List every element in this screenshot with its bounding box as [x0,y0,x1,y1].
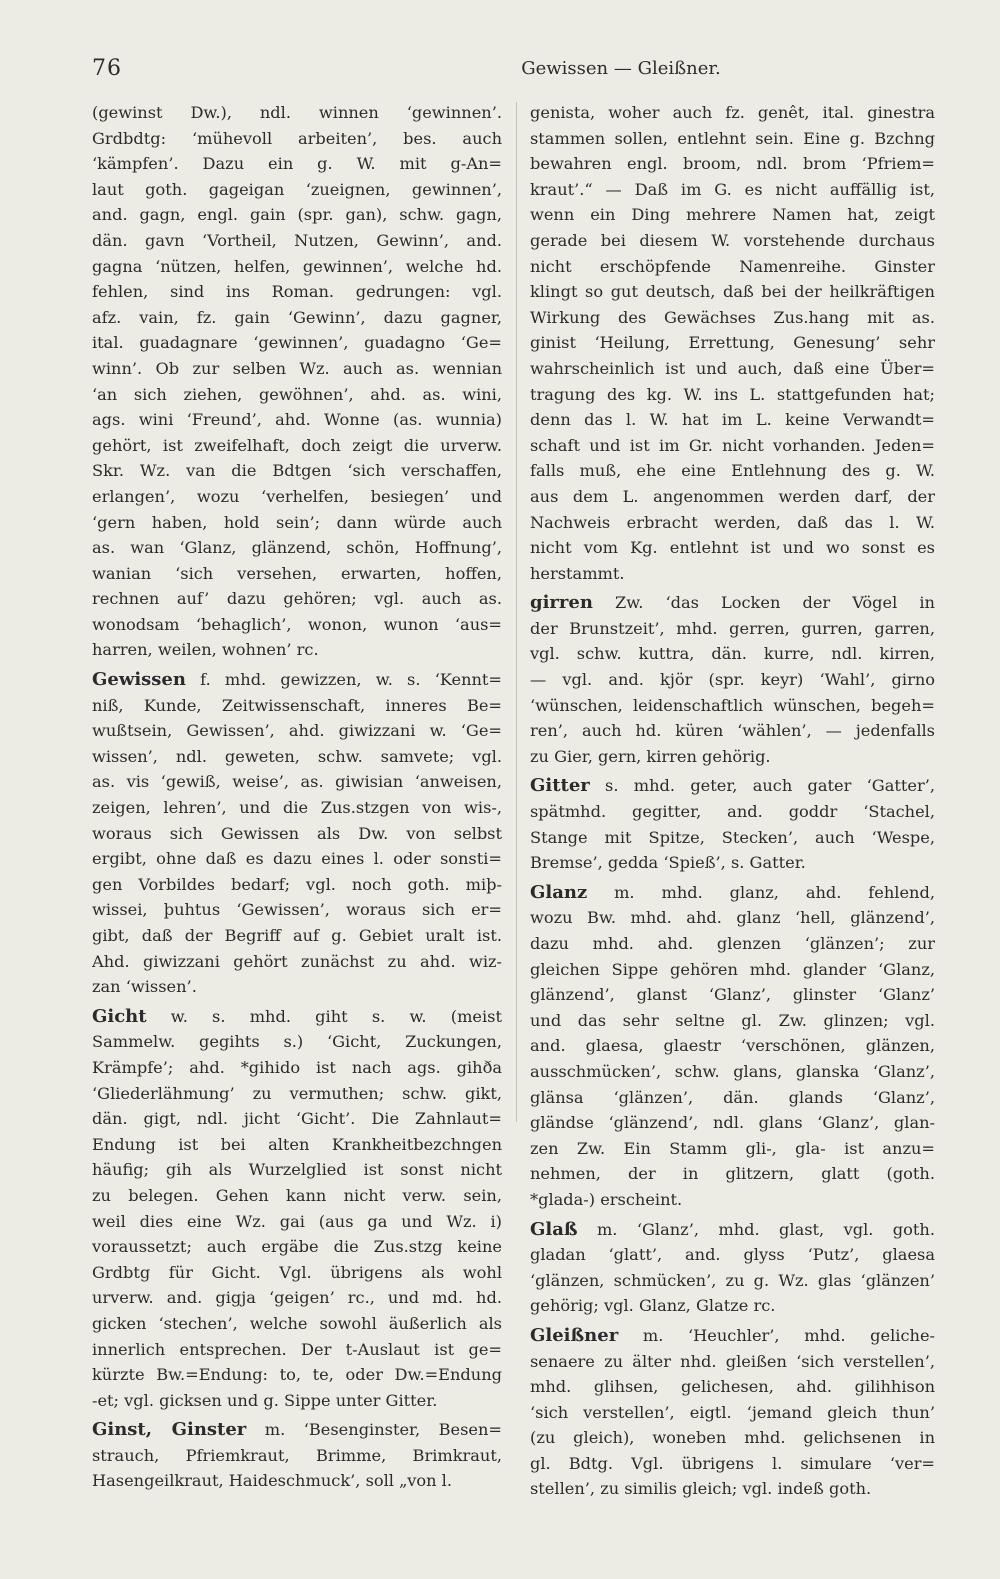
text-line: ren’, auch hd. küren ‘wählen’, — jedenfalls [530,721,935,741]
entry-glanz [530,880,935,1213]
text-line: innerlich entsprechen. Der t-Auslaut ist ge= [92,1339,502,1359]
text-line: nicht erschöpfende Namenreihe. Ginster [530,256,935,276]
text-line: s. mhd. geter, auch gater ‘Gatter’, [589,776,935,796]
entry-first-line [530,590,935,616]
text-line: Hasengeilkraut, Haideschmuck’, soll „von l. [92,1471,453,1491]
text-line: glänzend’, glanst ‘Glanz’, glinster ‘Glanz’ [530,985,935,1005]
text-line: strauch, Pfriemkraut, Brimme, Brimkraut, [92,1445,502,1465]
text-line: (zu gleich), woneben mhd. gelichsenen in [530,1428,935,1448]
page-number: 76 [92,56,122,81]
text-line: wanian ‘sich versehen, erwarten, hoffen, [92,563,502,583]
text-line: zan ‘wissen’. [92,977,197,997]
text-line: klingt so gut deutsch, daß bei der heilkräftigen [530,282,935,302]
text-line: gerade bei diesem W. vorstehende durchaus [530,230,935,250]
text-line: nehmen, der in glitzern, glatt (goth. [530,1164,935,1184]
text-line: mhd. glihsen, gelichesen, ahd. gilihhison [530,1377,935,1397]
text-line: f. mhd. gewizzen, w. s. ‘Kennt= [185,670,502,690]
text-line: erlangen’, wozu ‘verhelfen, besiegen’ und [92,486,502,506]
text-line: gicken ‘stechen’, welche sowohl äußerlich als [92,1313,502,1333]
text-line: Krämpfe’; ahd. *gihido ist nach ags. gihða [92,1057,502,1077]
text-line: ginist ‘Heilung, Errettung, Genesung’ sehr [530,333,935,353]
text-line: stammen sollen, entlehnt sein. Eine g. Bzchng [530,128,935,148]
text-line: spätmhd. gegitter, and. goddr ‘Stachel, [530,802,935,822]
text-line: gehört, ist zweifelhaft, doch zeigt die urverw. [92,435,502,455]
text-line: Zw. ‘das Locken der Vögel in [592,593,935,613]
text-line: stellen’, zu similis gleich; vgl. indeß goth. [530,1479,872,1499]
text-line: gladan ‘glatt’, and. glyss ‘Putz’, glaesa [530,1245,935,1265]
right-column [530,100,935,1502]
text-line: and. gagn, engl. gain (spr. gan), schw. gagn, [92,205,502,225]
text-line: falls muß, ehe eine Entlehnung des g. W. [530,461,935,481]
text-line: woraus sich Gewissen als Dw. von selbst [92,823,502,843]
text-line: — vgl. and. kjör (spr. keyr) ‘Wahl’, girno [530,670,935,690]
text-line: wissen’, ndl. geweten, schw. samvete; vgl. [92,746,502,766]
entry-gitter [530,773,935,875]
text-line: gehörig; vgl. Glanz, Glatze rc. [530,1296,776,1316]
entry-first-line [92,1417,502,1443]
running-head: Gewissen — Gleißner. [521,58,721,79]
text-line: gibt, daß der Begriff auf g. Gebiet uralt ist. [92,926,502,945]
entry-first-line [92,1004,502,1030]
text-line: Wirkung des Gewächses Zus.hang mit as. [530,307,935,327]
text-line: kraut’.“ — Daß im G. es nicht auffällig ist, [530,179,935,199]
left-column [92,100,502,1494]
text-line: -et; vgl. gicksen und g. Sippe unter Gitter. [92,1390,438,1410]
text-line: wahrscheinlich ist und auch, daß eine Über= [530,358,935,378]
text-line: schaft und ist im Gr. nicht vorhanden. Jeden= [530,435,935,455]
text-line: zen Zw. Ein Stamm gli-, gla- ist anzu= [530,1138,935,1158]
headword: Glaß [530,1218,578,1240]
text-line: Nachweis erbracht werden, daß das l. W. [530,512,935,532]
text-line: gen Vorbildes bedarf; vgl. noch goth. miþ- [92,874,502,894]
text-line: aus dem L. angenommen werden darf, der [530,486,935,506]
text-line: wußtsein, Gewissen’, ahd. giwizzani w. ‘Ge= [92,721,502,741]
text-line: ausschmücken’, schw. glans, glanska ‘Glanz’, [530,1061,935,1081]
text-line: häufig; gih als Wurzelglied ist sonst nicht [92,1160,502,1180]
text-line: ‘glänzen, schmücken’, zu g. Wz. glas ‘glänzen’ [530,1270,935,1290]
entry-first-line [530,1323,935,1349]
headword: Gitter [530,775,590,797]
text-line: as. vis ‘gewiß, weise’, as. giwisian ‘anweisen, [92,772,502,792]
text-line: as. wan ‘Glanz, glänzend, schön, Hoffnung’, [92,538,502,558]
text-line: nicht vom Kg. entlehnt ist und wo sonst es [530,538,935,558]
entry-first-line [530,1217,935,1243]
text-line: Stange mit Spitze, Stecken’, auch ‘Wespe, [530,827,935,847]
text-line: wissei, þuhtus ‘Gewissen’, woraus sich er= [92,900,502,920]
headword: Glanz [530,881,588,903]
text-line: ags. wini ‘Freund’, ahd. Wonne (as. wunnia) [92,410,502,430]
text-line: dän. gigt, ndl. jicht ‘Gicht’. Die Zahnlaut= [92,1109,502,1129]
text-line: ‘kämpfen’. Dazu ein g. W. mit g-An= [92,154,502,174]
text-line: niß, Kunde, Zeitwissenschaft, inneres Be= [92,695,502,715]
text-line: ‘Gliederlähmung’ zu vermuthen; schw. gikt, [92,1083,502,1103]
text-line: bewahren engl. broom, ndl. brom ‘Pfriem= [530,154,935,174]
text-line: ‘an sich ziehen, gewöhnen’, ahd. as. wini, [92,384,502,404]
text-line: genista, woher auch fz. genêt, ital. ginestra [530,103,935,122]
text-line: urverw. and. gigja ‘geigen’ rc., und md. hd. [92,1288,502,1308]
entry-first-line [530,880,935,906]
text-line: wozu Bw. mhd. ahd. glanz ‘hell, glänzend’, [530,908,935,928]
entry-gleissner [530,1323,935,1502]
text-line: Sammelw. gegihts s.) ‘Gicht, Zuckungen, [92,1032,502,1052]
text-line: Ahd. giwizzani gehört zunächst zu ahd. wiz- [92,951,502,971]
text-line: m. ‘Heuchler’, mhd. geliche- [618,1325,935,1345]
text-line: *glada-) erscheint. [530,1189,683,1209]
entry-first-line [92,667,502,693]
text-line: ‘gern haben, hold sein’; dann würde auch [92,512,502,532]
text-line: zeigen, lehren’, und die Zus.stzgen von wis-, [92,798,502,818]
text-line: zu Gier, gern, kirren gehörig. [530,746,771,766]
text-line: Grdbtg für Gicht. Vgl. übrigens als wohl [92,1262,502,1282]
text-line: kürzte Bw.=Endung: to, te, oder Dw.=Endung [92,1365,502,1385]
text-line: ‘sich verstellen’, eigtl. ‘jemand gleich thun’ [530,1402,935,1422]
text-line: gagna ‘nützen, helfen, gewinnen’, welche hd. [92,256,502,276]
text-line: dän. gavn ‘Vortheil, Nutzen, Gewinn’, and. [92,230,502,250]
text-line: voraussetzt; auch ergäbe die Zus.stzg keine [92,1237,502,1257]
headword: Gleißner [530,1324,619,1346]
text-line: wenn ein Ding mehrere Namen hat, zeigt [530,205,935,225]
text-line: m. ‘Glanz’, mhd. glast, vgl. goth. [577,1219,935,1239]
entry-first-line [530,773,935,799]
text-line: weil dies eine Wz. gai (aus ga und Wz. i) [92,1211,502,1231]
text-line: gleichen Sippe gehören mhd. glander ‘Glanz, [530,959,935,979]
text-line: herstammt. [530,563,625,583]
text-line: m. ‘Besenginster, Besen= [246,1420,502,1440]
text-line: (gewinst Dw.), ndl. winnen ‘gewinnen’. [92,103,502,122]
text-line: and. glaesa, glaestr ‘verschönen, glänzen, [530,1036,935,1056]
headword: girren [530,592,593,614]
text-line: ital. guadagnare ‘gewinnen’, guadagno ‘Ge= [92,333,502,353]
text-line: afz. vain, fz. gain ‘Gewinn’, dazu gagner, [92,307,502,327]
column-divider [516,102,517,1122]
left-intro [92,100,502,663]
headword: Gewissen [92,669,186,691]
text-line: gländse ‘glänzend’, ndl. glans ‘Glanz’, glan- [530,1113,935,1133]
text-line: Bremse’, gedda ‘Spieß’, s. Gatter. [530,853,806,873]
text-line: senaere zu älter nhd. gleißen ‘sich verstellen’, [530,1351,935,1371]
page-header [92,56,940,86]
text-line: tragung des kg. W. ins L. stattgefunden hat; [530,384,935,404]
entry-gicht [92,1004,502,1414]
text-line: der Brunstzeit’, mhd. gerren, gurren, garren, [530,618,935,638]
text-line: laut goth. gageigan ‘zueignen, gewinnen’, [92,179,502,199]
text-line: ergibt, ohne daß es dazu eines l. oder sonsti= [92,849,502,869]
text-line: winn’. Ob zur selben Wz. auch as. wennian [92,358,502,378]
text-line: wonodsam ‘behaglich’, wonon, wunon ‘aus= [92,614,502,634]
text-line: und das sehr seltne gl. Zw. glinzen; vgl. [530,1010,935,1030]
headword: Gicht [92,1005,147,1027]
entry-girren [530,590,935,769]
entry-glast [530,1217,935,1319]
text-line: Skr. Wz. van die Bdtgen ‘sich verschaffen, [92,461,502,481]
right-intro [530,100,935,586]
text-line: rechnen auf’ dazu gehören; vgl. auch as. [92,589,502,609]
text-line: m. mhd. glanz, ahd. fehlend, [587,882,935,902]
text-line: fehlen, sind ins Roman. gedrungen: vgl. [92,282,502,302]
entry-ginst [92,1417,502,1494]
text-line: glänsa ‘glänzen’, dän. glands ‘Glanz’, [530,1087,935,1107]
text-line: harren, weilen, wohnen’ rc. [92,640,319,660]
text-line: dazu mhd. ahd. glenzen ‘glänzen’; zur [530,934,935,953]
text-line: w. s. mhd. giht s. w. (meist [146,1006,502,1026]
text-line: Grdbdtg: ‘mühevoll arbeiten’, bes. auch [92,128,502,148]
text-line: denn das l. W. hat im L. keine Verwandt= [530,410,935,430]
text-line: ‘wünschen, leidenschaftlich wünschen, begeh= [530,695,935,715]
text-line: zu belegen. Gehen kann nicht verw. sein, [92,1185,502,1205]
headword: Ginst, Ginster [92,1419,247,1441]
text-line: vgl. schw. kuttra, dän. kurre, ndl. kirren, [530,644,935,664]
entry-gewissen [92,667,502,1000]
text-line: gl. Bdtg. Vgl. übrigens l. simulare ‘ver= [530,1453,935,1473]
text-line: Endung ist bei alten Krankheitbezchngen [92,1134,502,1154]
